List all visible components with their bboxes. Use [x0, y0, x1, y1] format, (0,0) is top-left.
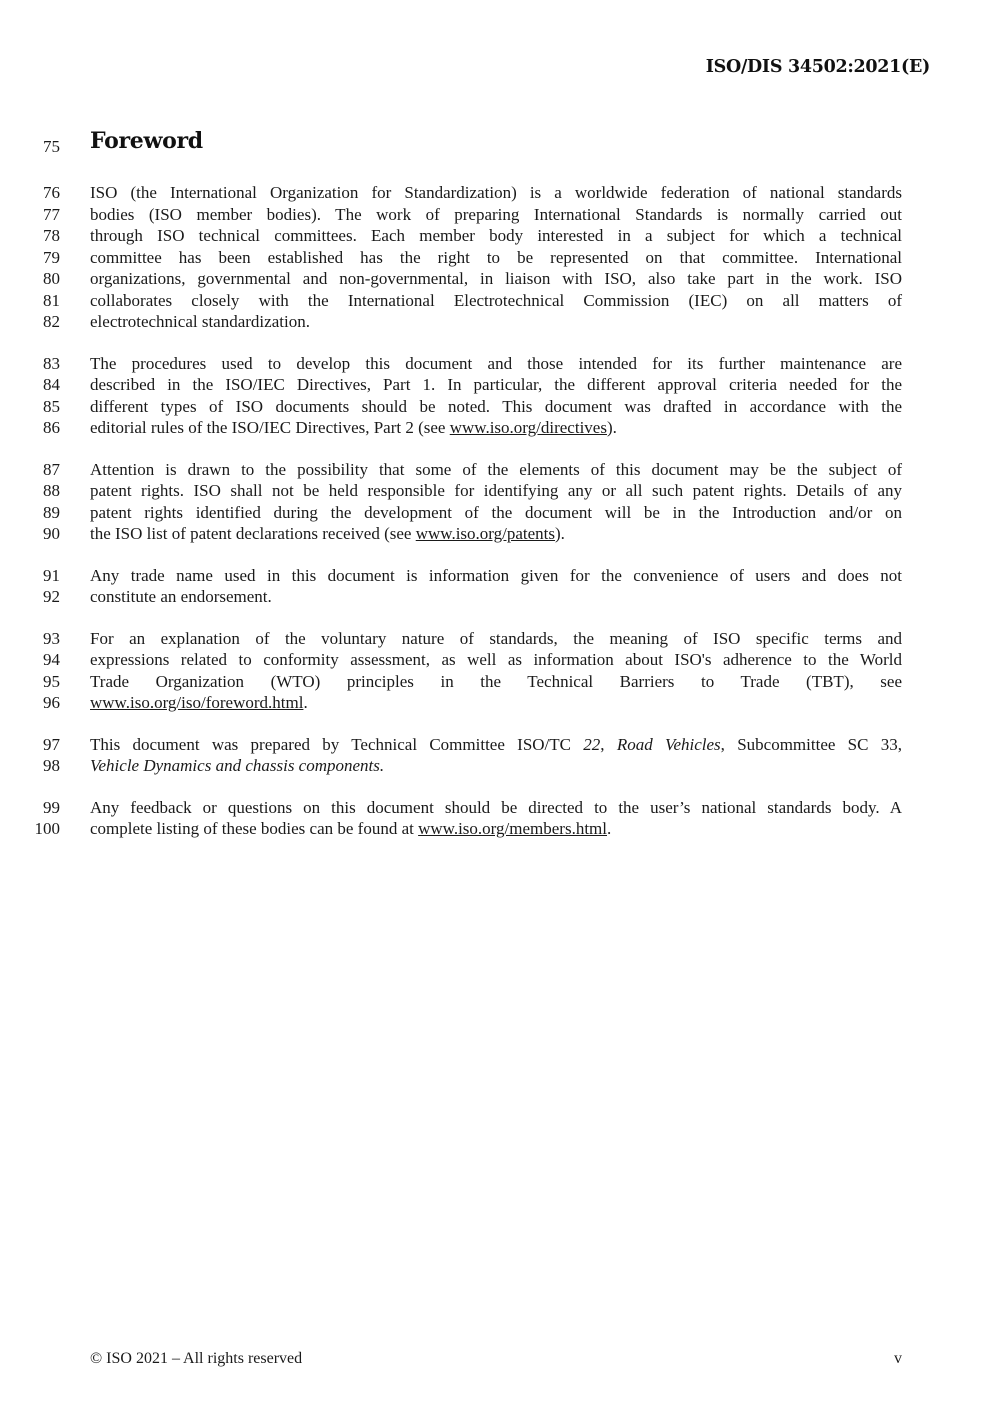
- line-text: [90, 225, 902, 247]
- text-segment: .: [607, 819, 612, 838]
- text-segment: different types of ISO documents should be noted. This document was drafted in accordance with the: [90, 396, 902, 416]
- text-line: [0, 523, 992, 545]
- text-line: [0, 734, 992, 756]
- line-number: 87: [43, 459, 60, 479]
- text-line: [0, 797, 992, 819]
- line-text: [90, 290, 902, 312]
- line-number: 75: [43, 137, 60, 156]
- line-number: 92: [43, 587, 60, 606]
- text-line: [0, 247, 992, 269]
- line-number: 81: [43, 290, 60, 310]
- text-line: [0, 628, 992, 650]
- text-line: [0, 692, 992, 714]
- line-text: [90, 818, 902, 840]
- text-segment: Attention is drawn to the possibility that some of the elements of this document may be the subject of: [90, 459, 902, 479]
- text-segment: editorial rules of the ISO/IEC Directives, Part 2 (see: [90, 418, 450, 437]
- line-text: [90, 755, 902, 777]
- page-number: v: [894, 1350, 902, 1367]
- text-segment: patent rights. ISO shall not be held responsible for identifying any or all such patent rights. Details of any: [90, 481, 902, 500]
- url-link[interactable]: www.iso.org/patents: [415, 524, 556, 543]
- text-segment: This document was prepared by Technical Committee ISO/TC: [90, 734, 584, 754]
- foreword-body: [0, 182, 992, 860]
- text-line: [0, 396, 992, 418]
- text-segment: ).: [606, 418, 617, 437]
- text-segment: patent rights identified during the development of the document will be in the Introduction and/or on: [90, 502, 902, 522]
- text-segment: , Subcommittee SC 33,: [720, 734, 903, 754]
- text-line: [0, 417, 992, 439]
- text-line: [0, 502, 992, 524]
- text-segment: committee has been established has the right to be represented on that committee. International: [90, 247, 902, 267]
- italic-text: Vehicle Dynamics and chassis components.: [90, 756, 385, 775]
- line-text: [90, 797, 902, 819]
- url-link[interactable]: www.iso.org/members.html: [418, 819, 607, 838]
- text-segment: constitute an endorsement.: [90, 587, 272, 606]
- line-text: [90, 182, 902, 204]
- paragraph: [0, 353, 992, 439]
- url-link[interactable]: www.iso.org/directives: [449, 418, 607, 437]
- text-line: [0, 818, 992, 840]
- line-number: 100: [34, 819, 60, 838]
- text-line: [0, 459, 992, 481]
- section-heading-row: [0, 128, 992, 158]
- line-number: 90: [43, 524, 60, 543]
- text-line: [0, 586, 992, 608]
- text-segment: ISO (the International Organization for Standardization) is a worldwide federation of national standards: [90, 183, 902, 202]
- line-text: [90, 649, 902, 671]
- text-line: [0, 225, 992, 247]
- text-line: [0, 268, 992, 290]
- line-number: 79: [43, 247, 60, 267]
- line-number: 96: [43, 693, 60, 712]
- line-number: 78: [43, 226, 60, 245]
- text-segment: .: [303, 693, 308, 712]
- line-text: [90, 374, 902, 396]
- line-number: 82: [43, 312, 60, 331]
- line-number: 80: [43, 269, 60, 288]
- paragraph: [0, 628, 992, 714]
- line-number: 94: [43, 650, 60, 669]
- text-line: [0, 480, 992, 502]
- text-segment: bodies (ISO member bodies). The work of preparing International Standards is normally carried out: [90, 204, 902, 224]
- document-id-header: ISO/DIS 34502:2021(E): [705, 57, 930, 77]
- text-segment: through ISO technical committees. Each member body interested in a subject for which a technical: [90, 226, 902, 245]
- line-text: [90, 502, 902, 524]
- text-segment: described in the ISO/IEC Directives, Part 1. In particular, the different approval criteria needed for the: [90, 375, 902, 394]
- line-number: 95: [43, 671, 60, 691]
- text-segment: the ISO list of patent declarations received (see: [90, 524, 416, 543]
- text-line: [0, 755, 992, 777]
- text-segment: expressions related to conformity assessment, as well as information about ISO's adherence to the World: [90, 650, 902, 669]
- italic-text: 22: [583, 734, 601, 754]
- line-number: 77: [43, 204, 60, 224]
- line-number: 99: [43, 797, 60, 817]
- line-number: 85: [43, 396, 60, 416]
- text-line: [0, 353, 992, 375]
- line-text: [90, 268, 902, 290]
- line-text: [90, 692, 902, 714]
- line-text: [90, 353, 902, 375]
- line-text: [90, 565, 902, 587]
- text-segment: ,: [600, 734, 617, 754]
- line-number: 86: [43, 418, 60, 437]
- paragraph: [0, 797, 992, 840]
- line-text: [90, 671, 902, 693]
- line-number: 88: [43, 481, 60, 500]
- line-text: [90, 459, 902, 481]
- line-text: [90, 628, 902, 650]
- text-segment: complete listing of these bodies can be found at: [90, 819, 419, 838]
- text-segment: collaborates closely with the International Electrotechnical Commission (IEC) on all matters of: [90, 290, 902, 310]
- text-line: [0, 374, 992, 396]
- line-text: [90, 417, 902, 439]
- text-segment: ).: [555, 524, 565, 543]
- text-segment: For an explanation of the voluntary nature of standards, the meaning of ISO specific terms and: [90, 628, 902, 648]
- text-segment: Any trade name used in this document is information given for the convenience of users and does not: [90, 565, 902, 585]
- text-line: [0, 649, 992, 671]
- paragraph: [0, 459, 992, 545]
- line-text: [90, 396, 902, 418]
- text-line: [0, 290, 992, 312]
- line-text: [90, 311, 902, 333]
- section-title: Foreword: [90, 128, 203, 154]
- text-line: [0, 311, 992, 333]
- url-link[interactable]: www.iso.org/iso/foreword.html: [90, 693, 304, 712]
- text-segment: electrotechnical standardization.: [90, 312, 310, 331]
- line-text: [90, 734, 902, 756]
- text-line: [0, 204, 992, 226]
- text-segment: The procedures used to develop this document and those intended for its further maintenance are: [90, 353, 902, 373]
- text-segment: organizations, governmental and non-governmental, in liaison with ISO, also take part in the work. ISO: [90, 269, 902, 288]
- line-text: [90, 204, 902, 226]
- line-number: 76: [43, 183, 60, 202]
- text-line: [0, 671, 992, 693]
- line-number: 97: [43, 734, 60, 754]
- line-number: 89: [43, 502, 60, 522]
- line-number: 93: [43, 628, 60, 648]
- line-text: [90, 586, 902, 608]
- line-number: 91: [43, 565, 60, 585]
- text-line: [0, 565, 992, 587]
- line-text: [90, 523, 902, 545]
- copyright-notice: © ISO 2021 – All rights reserved: [90, 1350, 303, 1367]
- page-footer: [90, 1350, 902, 1372]
- italic-text: Road Vehicles: [616, 734, 721, 754]
- text-line: [0, 182, 992, 204]
- text-segment: Any feedback or questions on this document should be directed to the user’s national standards body. A: [90, 797, 902, 817]
- line-text: [90, 480, 902, 502]
- text-segment: Trade Organization (WTO) principles in the Technical Barriers to Trade (TBT), see: [90, 671, 902, 691]
- paragraph: [0, 565, 992, 608]
- line-number: 98: [43, 756, 60, 775]
- paragraph: [0, 182, 992, 333]
- line-number: 83: [43, 353, 60, 373]
- line-text: [90, 247, 902, 269]
- paragraph: [0, 734, 992, 777]
- line-number: 84: [43, 375, 60, 394]
